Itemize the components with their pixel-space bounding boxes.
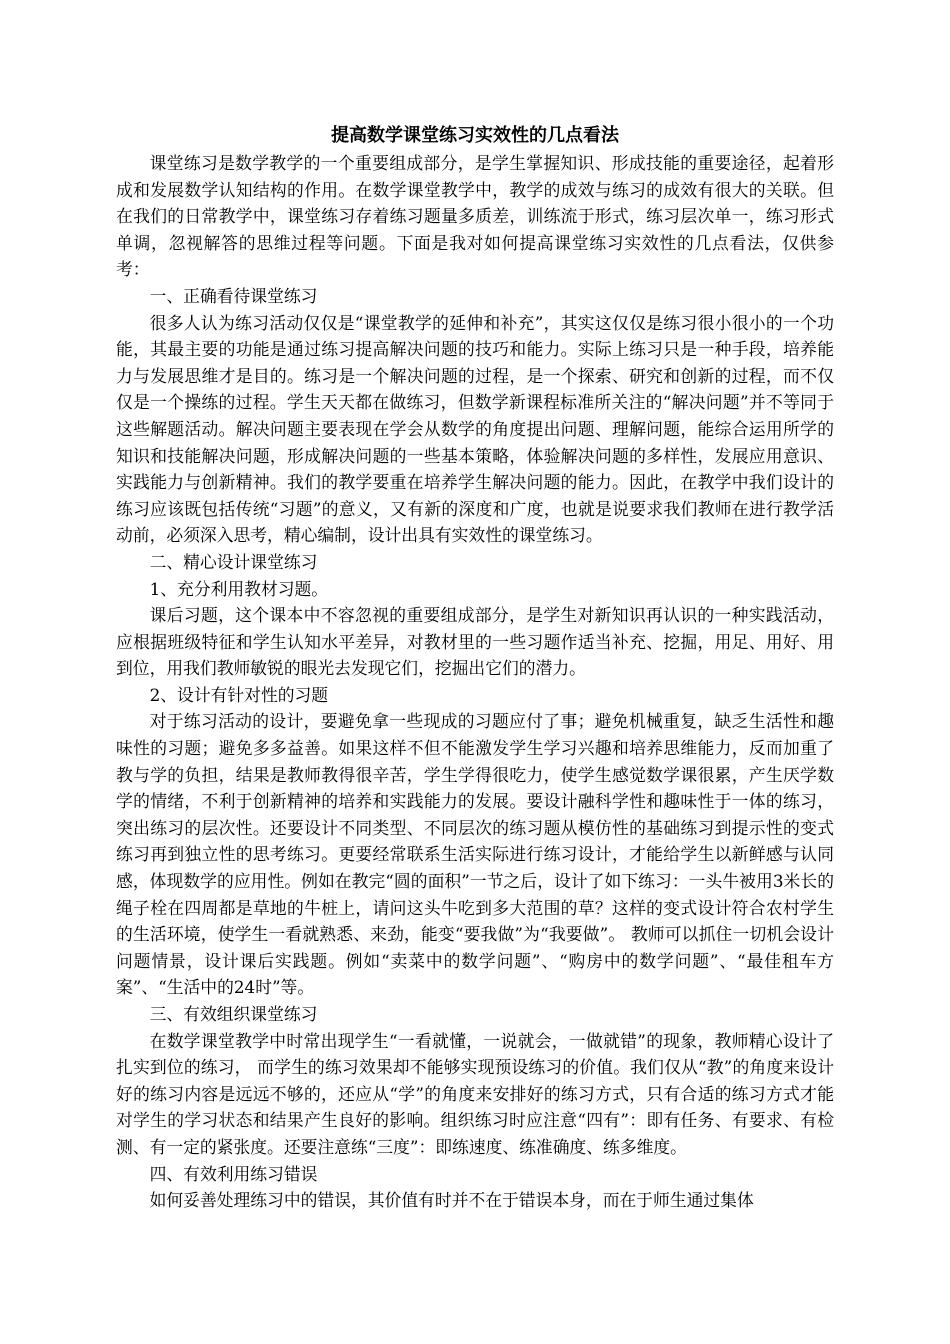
section-heading: 二、精心设计课堂练习	[149, 551, 318, 572]
paragraph: 课堂练习是数学教学的一个重要组成部分，是学生掌握知识、形成技能的重要途径，起着形成和发展数学认知结构的作用。在数学课堂教学中，教学的成效与练习的成效有很大的关联。但在我们的日常教学中，课堂练习存着练习题量多质差，训练流于形式，练习层次单一，练习形式单调，忽视解答的思维过程等问题。下面是我对如何提高课堂练习实效性的几点看法，仅供参考：	[116, 153, 834, 280]
section-heading: 一、正确看待课堂练习	[149, 285, 318, 306]
paragraph: 如何妥善处理练习中的错误，其价值有时并不在于错误本身，而在于师生通过集体	[149, 1190, 754, 1211]
paragraph: 课后习题，这个课本中不容忽视的重要组成部分，是学生对新知识再认识的一种实践活动，应根据班级特征和学生认知水平差异，对教材里的一些习题作适当补充、挖掘，用足、用好、用到位，用我们教师敏锐的眼光去发现它们，挖掘出它们的潜力。	[116, 605, 834, 679]
page-title: 提高数学课堂练习实效性的几点看法	[331, 125, 619, 146]
document-page	[116, 123, 834, 1214]
document-body	[116, 150, 834, 1214]
paragraph: 很多人认为练习活动仅仅是“课堂教学的延伸和补充”，其实这仅仅是练习很小很小的一个功能，其最主要的功能是通过练习提高解决问题的技巧和能力。实际上练习只是一种手段，培养能力与发展思维才是目的。练习是一个解决问题的过程，是一个探索、研究和创新的过程，而不仅仅是一个操练的过程。学生天天都在做练习，但数学新课程标准所关注的“解决问题”并不等同于这些解题活动。解决问题主要表现在学会从数学的角度提出问题、理解问题，能综合运用所学的知识和技能解决问题，形成解决问题的一些基本策略，体验解决问题的多样性，发展应用意识、实践能力与创新精神。我们的教学要重在培养学生解决问题的能力。因此，在教学中我们设计的练习应该既包括传统“习题”的意义，又有新的深度和广度，也就是说要求我们教师在进行教学活动前，必须深入思考，精心编制，设计出具有实效性的课堂练习。	[116, 312, 834, 546]
paragraph: 在数学课堂教学中时常出现学生“一看就懂，一说就会，一做就错”的现象，教师精心设计了扎实到位的练习， 而学生的练习效果却不能够实现预设练习的价值。我们仅从“教”的角度来设计好的练习内容是远远不够的，还应从“学”的角度来安排好的练习方式，只有合适的练习方式才能对学生的学习状态和结果产生良好的影响。组织练习时应注意“四有”：即有任务、有要求、有检测、有一定的紧张度。还要注意练“三度”：即练速度、练准确度、练多维度。	[116, 1030, 834, 1157]
section-heading: 2、设计有针对性的习题	[149, 684, 329, 705]
section-heading: 1、充分利用教材习题。	[149, 578, 329, 599]
section-heading: 四、有效利用练习错误	[149, 1163, 318, 1184]
paragraph: 对于练习活动的设计，要避免拿一些现成的习题应付了事；避免机械重复，缺乏生活性和趣味性的习题；避免多多益善。如果这样不但不能激发学生学习兴趣和培养思维能力，反而加重了教与学的负担，结果是教师教得很辛苦，学生学得很吃力，使学生感觉数学课很累，产生厌学数学的情绪，不利于创新精神的培养和实践能力的发展。要设计融科学性和趣味性于一体的练习，突出练习的层次性。还要设计不同类型、不同层次的练习题从模仿性的基础练习到提示性的变式练习再到独立性的思考练习。更要经常联系生活实际进行练习设计，才能给学生以新鲜感与认同感，体现数学的应用性。例如在教完“圆的面积”一节之后，设计了如下练习：一头牛被用3米长的绳子栓在四周都是草地的牛桩上，请问这头牛吃到多大范围的草？这样的变式设计符合农村学生的生活环境，使学生一看就熟悉、来劲，能变“要我做”为“我要做”。 教师可以抓住一切机会设计问题情景，设计课后实践题。例如“卖菜中的数学问题”、“购房中的数学问题”、“最佳租车方案”、“生活中的24时”等。	[116, 711, 834, 998]
section-heading: 三、有效组织课堂练习	[149, 1004, 318, 1024]
